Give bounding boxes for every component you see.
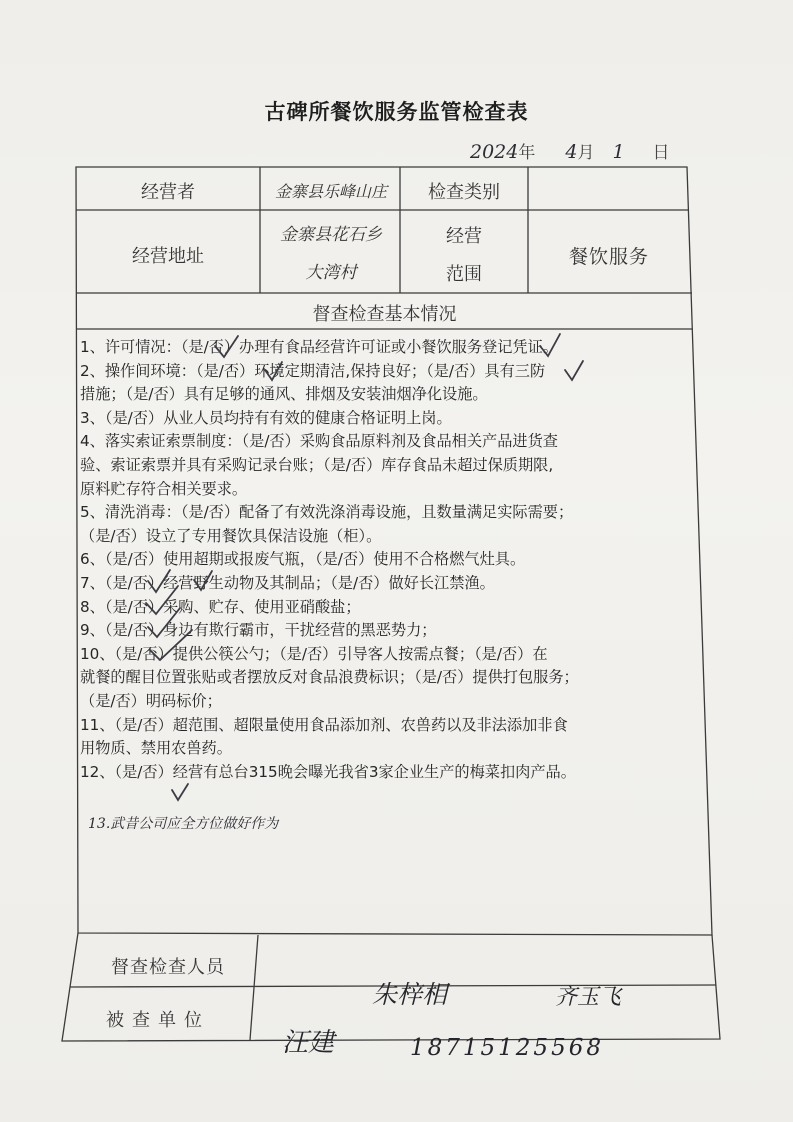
checklist-line: 8、（是/否）采购、贮存、使用亚硝酸盐；: [80, 597, 361, 616]
checklist-line: 9、（是/否）身边有欺行霸市，干扰经营的黑恶势力；: [80, 621, 437, 640]
inspected-signature-phone: 18715125568: [410, 1035, 604, 1061]
date-year: 2024: [470, 141, 519, 163]
checklist-line: 4、落实索证索票制度：（是/否）采购食品原料剂及食品相关产品进货查: [80, 432, 558, 451]
checklist-line: 原料贮存符合相关要求。: [80, 479, 248, 498]
section-title: 督查检查基本情况: [312, 304, 457, 325]
checklist-body: [80, 336, 710, 784]
checklist-line: 验、索证索票并具有采购记录台账；（是/否）库存食品未超过保质期限,: [80, 455, 554, 474]
inspectors-label: 督查检查人员: [111, 957, 225, 978]
check-mark: [172, 784, 188, 800]
checklist-line: 7、（是/否）经营野生动物及其制品；（是/否）做好长江禁渔。: [80, 573, 495, 592]
operator-value: 金寨县乐峰山庄: [274, 182, 387, 201]
checklist-line: 10、（是/否）提供公筷公勺；（是/否）引导客人按需点餐；（是/否）在: [80, 644, 548, 663]
form-title: 古碑所餐饮服务监管检查表: [264, 100, 529, 124]
scope-value: 餐饮服务: [568, 246, 649, 268]
date-month-suffix: 月: [577, 143, 595, 163]
checklist-line: 2、操作间环境：（是/否）环境定期清洁,保持良好；（是/否）具有三防: [80, 361, 546, 380]
date-day-suffix: 日: [652, 143, 670, 163]
handwritten-note: 13.武昔公司应全方位做好作为: [88, 816, 279, 832]
address-line-1: 金寨县花石乡: [280, 225, 382, 245]
checklist-line: （是/否）明码标价；: [80, 691, 222, 710]
date-day: 1: [612, 141, 625, 163]
checklist-line: 5、清洗消毒：（是/否）配备了有效洗涤消毒设施，且数量满足实际需要；: [80, 503, 574, 522]
date-year-suffix: 年: [518, 143, 536, 163]
checklist-line: （是/否）设立了专用餐饮具保洁设施（柜）。: [80, 526, 382, 545]
form-date: [470, 138, 670, 163]
checklist-line: 措施；（是/否）具有足够的通风、排烟及安装油烟净化设施。: [80, 385, 488, 404]
checklist-line: 3、（是/否）从业人员均持有有效的健康合格证明上岗。: [80, 408, 452, 427]
address-label: 经营地址: [132, 246, 204, 267]
checklist-line: 用物质、禁用农兽药。: [80, 739, 232, 758]
checklist-line: 6、（是/否）使用超期或报废气瓶，（是/否）使用不合格燃气灶具。: [80, 550, 526, 569]
checklist-line: 11、（是/否）超范围、超限量使用食品添加剂、农兽药以及非法添加非食: [80, 715, 568, 734]
checklist-line: 就餐的醒目位置张贴或者摆放反对食品浪费标识；（是/否）提供打包服务；: [80, 668, 579, 687]
checklist-line: 1、许可情况：（是/否）办理有食品经营许可证或小餐饮服务登记凭证。: [80, 338, 558, 356]
operator-label: 经营者: [141, 182, 195, 203]
checklist-line: 12、（是/否）经营有总台315晚会曝光我省3家企业生产的梅菜扣肉产品。: [80, 762, 576, 781]
scope-label-1: 经营: [446, 226, 482, 247]
scope-label-2: 范围: [446, 264, 482, 285]
inspection-type-label: 检查类别: [428, 182, 500, 203]
inspector-signature-1: 朱梓相: [372, 980, 448, 1009]
address-line-2: 大湾村: [305, 263, 357, 283]
inspector-signature-2: 齐玉飞: [555, 985, 622, 1010]
inspected-label: 被查单位: [106, 1010, 210, 1031]
inspected-signature-name: 汪建: [282, 1028, 335, 1058]
date-month: 4: [565, 141, 578, 163]
